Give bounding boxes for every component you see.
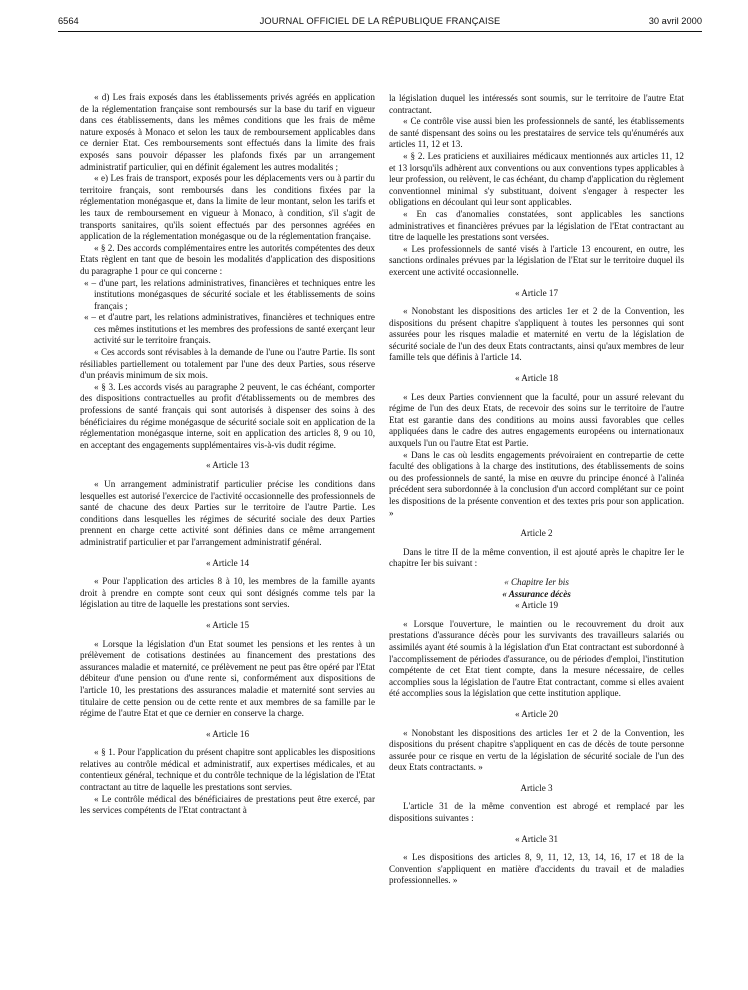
- article-heading: « Article 13: [205, 460, 250, 471]
- article-heading: « Article 17: [514, 287, 559, 298]
- page-number: 6564: [58, 16, 79, 26]
- paragraph: « Lorsque l'ouverture, le maintien ou le recouvrement du droit aux prestations d'assurance décès pour les survivants des travailleurs salariés ou assimilés ayant été soumis à la législation d'un Etat contractant est subordonné à l'accomplissement de périodes d'assurance, ou de périodes d'emploi, l'institution compétente de cet Etat tient compte, dans la mesure nécessaire, de celles accomplies sous la législation de l'autre Etat contractant, comme si elles avaient été accomplies sous la législation que cette institution applique.: [389, 618, 684, 699]
- paragraph: « Les deux Parties conviennent que la faculté, pour un assuré relevant du régime de l'un des deux Etats, de recevoir des soins sur le territoire de l'autre Etat est garantie dans des conditions au moins aussi favorables que celles appliquées dans le cadre des autres engagements européens ou internationaux auxquels l'un ou l'autre Etat est Partie.: [389, 391, 684, 449]
- paragraph: « § 1. Pour l'application du présent chapitre sont applicables les dispositions relatives au contrôle médical et administratif, aux expertises médicales, et au contentieux général, technique et du contrôle technique de la législation de l'Etat contractant au titre de laquelle les prestations sont servies.: [80, 747, 375, 793]
- paragraph: « Ces accords sont révisables à la demande de l'une ou l'autre Partie. Ils sont résiliables partiellement ou totalement par l'une des deux Parties, sous réserve d'un préavis minimum de six mois.: [80, 347, 375, 381]
- right-column: [389, 93, 684, 887]
- header-rule: [58, 31, 702, 32]
- list-item: « – d'une part, les relations administratives, financières et techniques entre les institutions monégasques de sécurité sociale et les établissements de soins français ;: [84, 277, 375, 311]
- paragraph: « En cas d'anomalies constatées, sont applicables les sanctions administratives et financières prévues par la législation de l'Etat contractant au titre de laquelle les prestations sont versées.: [389, 208, 684, 243]
- paragraph: « Un arrangement administratif particulier précise les conditions dans lesquelles est autorisé l'exercice de l'activité occasionnelle des professionnels de santé de chacune des deux Parties sur le territoire de l'autre Partie. Les conditions dans lesquelles les régimes de sécurité sociale des deux Parties prennent en charge cette activité sont définies dans ce même arrangement administratif particulier et par l'arrangement administratif général.: [80, 479, 375, 547]
- article-heading: « Article 19: [514, 600, 559, 611]
- paragraph: « Dans le cas où lesdits engagements prévoiraient en contrepartie de cette faculté des obligations à la charge des institutions, des établissements de soins ou des professionnels de santé, la mise en œuvre du principe énoncé à l'alinéa précédent sera subordonnée à la conclusion d'un accord complétant sur ce point les dispositions de la présente convention et des textes pris pour son application. »: [389, 449, 684, 518]
- paragraph: « § 2. Des accords complémentaires entre les autorités compétentes des deux Etats règlent en tant que de besoin les modalités d'application des dispositions du paragraphe 1 pour ce qui concerne :: [80, 242, 375, 276]
- paragraph: « Les professionnels de santé visés à l'article 13 encourent, en outre, les sanctions ordinales prévues par la législation de l'Etat sur le territoire duquel ils exercent une activité occasionnelle.: [389, 243, 684, 277]
- paragraph: la législation duquel les intéressés sont soumis, sur le territoire de l'autre Etat contractant.: [389, 93, 684, 115]
- paragraph: « Le contrôle médical des bénéficiaires de prestations peut être exercé, par les services compétents de l'Etat contractant à: [80, 793, 375, 816]
- paragraph: « Ce contrôle vise aussi bien les professionnels de santé, les établissements de santé dispensant des soins ou les prestataires de service tels qu'énumérés aux articles 11, 12 et 13.: [389, 116, 684, 150]
- article-heading: « Article 20: [514, 708, 559, 719]
- paragraph: « Nonobstant les dispositions des articles 1er et 2 de la Convention, les dispositions du présent chapitre s'appliquent à toutes les personnes qui sont assurées pour les risques maladie et maternité en vertu de la législation de sécurité sociale de l'un des deux Etats contractants, ainsi qu'aux membres de leur famille tels que définis à l'article 14.: [389, 306, 684, 363]
- paragraph: « Les dispositions des articles 8, 9, 11, 12, 13, 14, 16, 17 et 18 de la Convention s'appliquent en matière d'accidents du travail et de maladies professionnelles. »: [389, 852, 684, 886]
- journal-title: JOURNAL OFFICIEL DE LA RÉPUBLIQUE FRANÇAISE: [259, 16, 501, 26]
- paragraph: « e) Les frais de transport, exposés pour les déplacements vers ou à partir du territoire français, sont remboursés dans les conditions fixées par la réglementation monégasque et, dans la limite de leur montant, selon les tarifs et les taux de remboursement en vigueur à Monaco, à condition, s'il s'agit de transports sanitaires, qu'ils soient effectués par des personnes agréées en application de la réglementation monégasque ou de la réglementation française.: [80, 173, 375, 242]
- list-item: « – et d'autre part, les relations administratives, financières et techniques entre ces mêmes institutions et les membres des professions de santé exerçant leur activité sur le territoire français.: [84, 312, 375, 346]
- paragraph: L'article 31 de la même convention est abrogé et remplacé par les dispositions suivantes :: [389, 801, 684, 824]
- paragraph: « § 3. Les accords visés au paragraphe 2 peuvent, le cas échéant, comporter des dispositions contractuelles au profit d'établissements ou de membres des professions de santé français qui sont autorisés à dispenser des soins à des bénéficiaires du régime monégasque de sécurité sociale soit en application de la réglementation monégasque interne, soit en application des articles 8, 9 ou 10, en acceptant des engagements supplémentaires vis-à-vis dudit régime.: [80, 381, 375, 450]
- article-heading: « Article 31: [514, 833, 559, 844]
- page-header: [58, 14, 702, 30]
- article-heading: « Article 16: [205, 728, 250, 739]
- paragraph: « d) Les frais exposés dans les établissements privés agréés en application de la réglementation française sont remboursés sur la base du tarif en vigueur dans ces établissements, dans les mêmes conditions que les frais de même nature exposés à Monaco et selon les taux de remboursement applicables dans ce dernier Etat. Ces remboursements sont effectués dans la limite des frais exposés sans pouvoir dépasser les plafonds fixés par un arrangement administratif particulier, qui en définit également les autres modalités ;: [80, 92, 375, 172]
- paragraph: « Lorsque la législation d'un Etat soumet les pensions et les rentes à un prélèvement de cotisations destinées au financement des prestations des assurances maladie et maternité, ce prélèvement ne peut pas être opéré par l'Etat débiteur d'une pension ou d'une rente si, conformément aux dispositions de l'article 10, les prestations des assurances maladie et maternité sont servies au titulaire de cette pension ou de cette rente et aux membres de sa famille par le régime de l'autre Etat et que ce dernier en conserve la charge.: [80, 638, 375, 719]
- article-heading: « Article 14: [205, 557, 250, 568]
- paragraph: Dans le titre II de la même convention, il est ajouté après le chapitre Ier le chapitre Ier bis suivant :: [389, 546, 684, 569]
- chapter-heading: « Chapitre Ier bis: [504, 576, 569, 587]
- paragraph: « Pour l'application des articles 8 à 10, les membres de la famille ayants droit à prendre en compte sont ceux qui sont désignés comme tels par la législation au titre de laquelle les prestations sont servies.: [80, 576, 375, 610]
- issue-date: 30 avril 2000: [648, 16, 702, 26]
- left-column: [80, 92, 375, 817]
- article-heading: « Article 18: [514, 373, 559, 384]
- paragraph: « § 2. Les praticiens et auxiliaires médicaux mentionnés aux articles 11, 12 et 13 lorsqu'ils adhèrent aux conventions ou aux conventions types applicables à leur profession, ou relèvent, le cas échéant, du champ d'application du règlement conventionnel minimal s'y substituant, doivent s'engager à respecter les obligations en découlant qui leur sont applicables.: [389, 150, 684, 208]
- article-heading: Article 2: [520, 528, 553, 539]
- chapter-title: « Assurance décès: [502, 588, 571, 599]
- paragraph: « Nonobstant les dispositions des articles 1er et 2 de la Convention, les dispositions du présent chapitre s'appliquent en cas de décès de toute personne assurée pour ce risque en vertu de la législation de sécurité sociale de l'un des deux Etats contractants. »: [389, 727, 684, 773]
- article-heading: Article 3: [520, 782, 553, 793]
- article-heading: « Article 15: [205, 619, 250, 630]
